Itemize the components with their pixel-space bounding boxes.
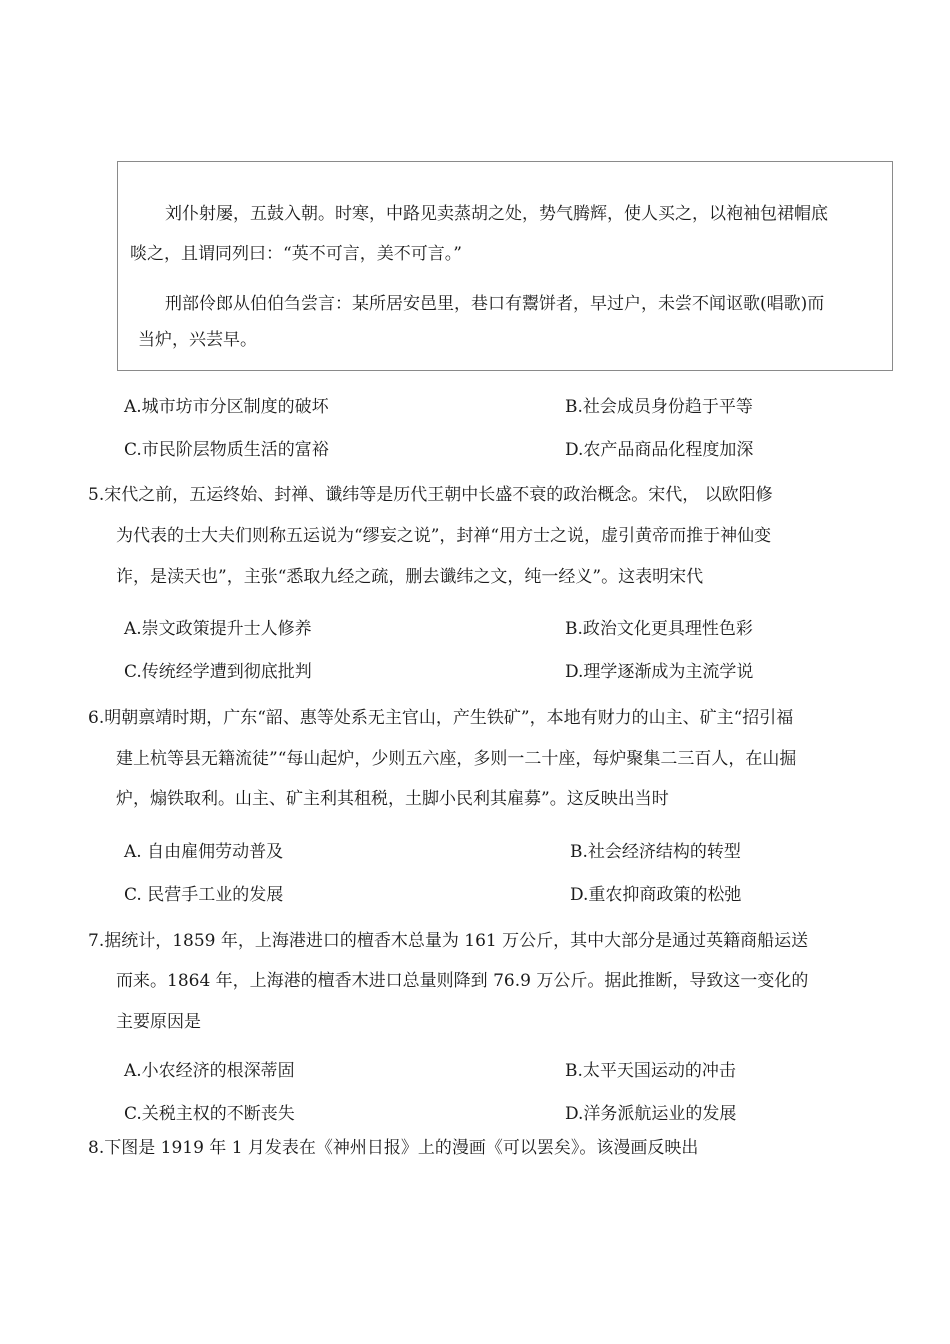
q7-stem-line2: 而来。1864 年，上海港的檀香木进口总量则降到 76.9 万公斤。据此推断，导致这一变化的 xyxy=(116,971,809,991)
q5-stem-line1: 5.宋代之前，五运终始、封禅、谶纬等是历代王朝中长盛不衰的政治概念。宋代， 以欧阳修 xyxy=(88,485,773,505)
q4-option-a: A.城市坊市分区制度的破坏 xyxy=(124,397,329,417)
q6-option-d: D.重农抑商政策的松弛 xyxy=(570,885,742,905)
q8-stem-line1: 8.下图是 1919 年 1 月发表在《神州日报》上的漫画《可以罢矣》。该漫画反映出 xyxy=(88,1138,699,1158)
passage-p1-line2: 啖之，且谓同列曰：“英不可言，美不可言。” xyxy=(130,244,462,264)
q7-stem-line1: 7.据统计，1859 年，上海港进口的檀香木总量为 161 万公斤，其中大部分是通过英籍商船运送 xyxy=(88,931,809,951)
q7-option-c: C.关税主权的不断丧失 xyxy=(124,1104,295,1124)
q7-option-d: D.洋务派航运业的发展 xyxy=(565,1104,737,1124)
q6-stem-line1: 6.明朝禀靖时期，广东“韶、惠等处系无主官山，产生铁矿”，本地有财力的山主、矿主“招引福 xyxy=(88,708,794,728)
q5-option-c: C.传统经学遭到彻底批判 xyxy=(124,662,312,682)
q6-stem-line3: 炉，煽铁取利。山主、矿主利其租税，土脚小民利其雇募”。这反映出当时 xyxy=(116,789,669,809)
q5-stem-line2: 为代表的士大夫们则称五运说为“缪妄之说”，封禅“用方士之说，虚引黄帝而推于神仙变 xyxy=(116,526,772,546)
q5-option-b: B.政治文化更具理性色彩 xyxy=(565,619,753,639)
q5-option-d: D.理学逐渐成为主流学说 xyxy=(565,662,754,682)
q6-option-a: A. 自由雇佣劳动普及 xyxy=(124,842,284,862)
q4-option-b: B.社会成员身份趋于平等 xyxy=(565,397,753,417)
q4-option-c: C.市民阶层物质生活的富裕 xyxy=(124,440,329,460)
passage-p1-line1: 刘仆射屡，五鼓入朝。时寒，中路见卖蒸胡之处，势气腾辉，使人买之，以袍袖包裙帽底 xyxy=(165,204,828,224)
q4-option-d: D.农产品商品化程度加深 xyxy=(565,440,754,460)
q6-option-b: B.社会经济结构的转型 xyxy=(570,842,741,862)
passage-p2-line2: 当炉，兴芸早。 xyxy=(138,330,257,350)
q7-stem-line3: 主要原因是 xyxy=(116,1012,201,1032)
q6-stem-line2: 建上杭等县无籍流徒”“每山起炉，少则五六座，多则一二十座，每炉聚集二三百人，在山掘 xyxy=(116,749,797,769)
q5-stem-line3: 诈，是渎天也”，主张“悉取九经之疏，删去谶纬之文，纯一经义”。这表明宋代 xyxy=(116,567,704,587)
q7-option-a: A.小农经济的根深蒂固 xyxy=(124,1061,295,1081)
passage-p2-line1: 刑部伶郎从伯伯刍尝言：某所居安邑里，巷口有鬻饼者，早过户，未尝不闻讴歌(唱歌)而 xyxy=(165,294,825,314)
q5-option-a: A.崇文政策提升士人修养 xyxy=(124,619,312,639)
q7-option-b: B.太平天国运动的冲击 xyxy=(565,1061,736,1081)
q6-option-c: C. 民营手工业的发展 xyxy=(124,885,284,905)
